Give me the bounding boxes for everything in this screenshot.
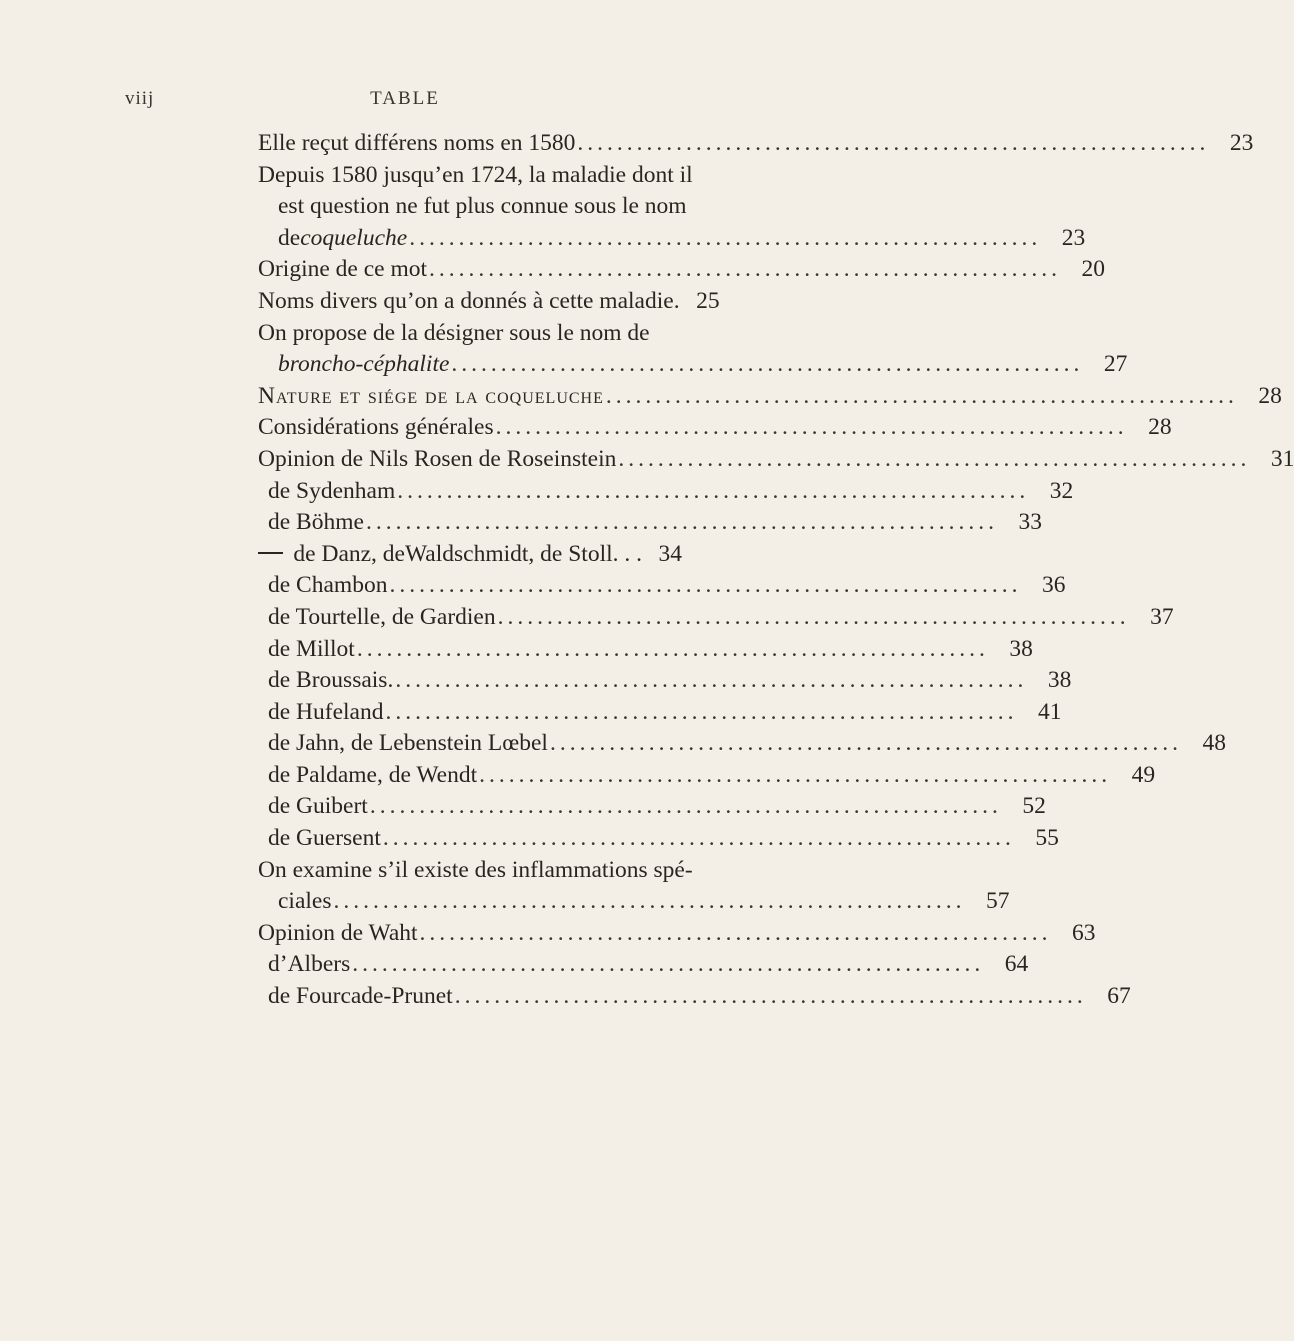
entry-page: 67 bbox=[1107, 983, 1131, 1010]
entry-page: 64 bbox=[1004, 951, 1029, 978]
toc-subentry bbox=[0, 981, 1131, 1013]
entry-text: On examine s’il existe des inflammations spé- bbox=[258, 856, 693, 883]
toc-entry bbox=[0, 254, 1106, 286]
entry-text: Depuis 1580 jusqu’en 1724, la maladie dont il bbox=[258, 161, 693, 188]
dot-leader: ................................................................ bbox=[409, 224, 1042, 251]
dot-leader: ................................................................ bbox=[479, 761, 1112, 788]
dot-leader: ................................................................ bbox=[454, 983, 1087, 1010]
dot-leader: ................................................................ bbox=[389, 572, 1022, 599]
entry-text: de Guibert bbox=[268, 793, 368, 820]
entry-text: de Tourtelle, de Gardien bbox=[268, 603, 496, 630]
toc-entry bbox=[0, 412, 1172, 444]
entry-text: d’Albers bbox=[268, 951, 351, 978]
entry-text: On propose de la désigner sous le nom de bbox=[258, 319, 650, 346]
dot-leader: ................................................................ bbox=[549, 730, 1182, 757]
entry-text: de Chambon bbox=[268, 572, 388, 599]
dot-leader: ................................................................ bbox=[356, 635, 989, 662]
ditto-dash bbox=[258, 552, 283, 554]
toc-entry bbox=[0, 318, 1128, 381]
dot-leader: ................................................................ bbox=[497, 603, 1130, 630]
toc-subentry bbox=[0, 476, 1074, 508]
entry-page: 23 bbox=[1229, 130, 1254, 156]
entry-text: de Fourcade-Prunet bbox=[268, 983, 453, 1010]
entry-page: 57 bbox=[986, 888, 1010, 915]
entry-page: 31 bbox=[1270, 445, 1294, 472]
entry-page: 33 bbox=[1018, 509, 1042, 536]
entry-page: 34 bbox=[658, 540, 682, 567]
dot-leader: ................................................................ bbox=[365, 509, 998, 536]
toc-subentry bbox=[0, 697, 1062, 729]
entry-page: 41 bbox=[1038, 698, 1062, 725]
toc-subentry bbox=[0, 760, 1156, 792]
entry-page: 63 bbox=[1072, 919, 1096, 946]
toc-subentry bbox=[0, 570, 1066, 602]
dot-leader: ................................................................ bbox=[352, 951, 985, 978]
entry-text: de Broussais. bbox=[268, 667, 394, 694]
toc-subentry bbox=[0, 728, 1226, 760]
toc-subentry bbox=[0, 507, 1042, 539]
entry-text: est question ne fut plus connue sous le nom bbox=[278, 193, 687, 220]
dot-leader: ................................................................ bbox=[451, 351, 1084, 378]
dot-leader: ................................................................ bbox=[382, 825, 1015, 852]
dot-leader: ................................................................ bbox=[385, 698, 1018, 725]
entry-text: Opinion de Waht bbox=[258, 919, 418, 946]
toc-entry bbox=[0, 855, 1010, 918]
page-number: viij bbox=[125, 88, 155, 109]
entry-text: de Paldame, de Wendt bbox=[268, 761, 478, 788]
entry-text: de Hufeland bbox=[268, 698, 384, 725]
entry-text: de bbox=[278, 224, 301, 251]
entry-page: 38 bbox=[1009, 635, 1033, 662]
page-title: TABLE bbox=[370, 88, 440, 109]
entry-page: 28 bbox=[1148, 414, 1172, 441]
entry-page: 49 bbox=[1131, 761, 1156, 788]
toc-entry bbox=[0, 286, 800, 318]
entry-text: de Guersent bbox=[268, 825, 381, 852]
entry-text: de Danz, deWaldschmidt, de Stoll. . . bbox=[293, 540, 642, 567]
toc-entry bbox=[0, 918, 1096, 950]
toc-entry bbox=[0, 444, 1294, 476]
entry-page: 38 bbox=[1047, 667, 1072, 694]
dot-leader: ................................................................ bbox=[618, 445, 1251, 472]
toc-subentry bbox=[0, 602, 1174, 634]
dot-leader: ................................................................ bbox=[577, 130, 1210, 156]
entry-page: 52 bbox=[1022, 793, 1046, 820]
table-of-contents bbox=[0, 128, 1294, 1013]
dot-leader: ................................................................ bbox=[369, 793, 1002, 820]
dot-leader: ................................................................ bbox=[605, 382, 1238, 409]
entry-emphasis: coqueluche bbox=[300, 224, 408, 251]
entry-page: 28 bbox=[1258, 382, 1282, 409]
dot-leader: ................................................................ bbox=[419, 919, 1052, 946]
entry-page: 27 bbox=[1103, 351, 1128, 378]
entry-text: Considérations générales bbox=[258, 414, 494, 441]
entry-text: de Sydenham bbox=[268, 477, 396, 504]
entry-text: de Millot bbox=[268, 635, 355, 662]
entry-text: de Böhme bbox=[268, 509, 364, 536]
dot-leader: ................................................................ bbox=[333, 888, 966, 915]
toc-subentry bbox=[0, 539, 800, 571]
toc-entry bbox=[0, 128, 1254, 160]
entry-page: 36 bbox=[1041, 572, 1066, 599]
entry-page: 32 bbox=[1049, 477, 1074, 504]
entry-emphasis: broncho-céphalite bbox=[278, 351, 450, 378]
entry-page: 37 bbox=[1150, 603, 1174, 630]
entry-page: 23 bbox=[1061, 224, 1086, 251]
entry-page: 48 bbox=[1202, 730, 1226, 757]
dot-leader: ................................................................ bbox=[495, 414, 1128, 441]
entry-text: Noms divers qu’on a donnés à cette maladie. bbox=[258, 287, 680, 314]
entry-text: ciales bbox=[278, 888, 332, 915]
toc-subentry bbox=[0, 634, 1033, 666]
entry-text: Elle reçut différens noms en 1580 bbox=[258, 130, 576, 156]
entry-page: 25 bbox=[696, 287, 720, 314]
dot-leader: ................................................................ bbox=[429, 256, 1062, 283]
entry-text: de Jahn, de Lebenstein Lœbel bbox=[268, 730, 548, 757]
toc-subentry bbox=[0, 665, 1072, 697]
entry-page: 55 bbox=[1035, 825, 1059, 852]
entry-page: 20 bbox=[1081, 256, 1106, 283]
dot-leader: ................................................................ bbox=[397, 477, 1030, 504]
toc-subentry bbox=[0, 949, 1029, 981]
toc-subentry bbox=[0, 791, 1046, 823]
toc-entry bbox=[0, 160, 1086, 255]
entry-text: Origine de ce mot bbox=[258, 256, 428, 283]
page-header bbox=[125, 88, 685, 128]
toc-subentry bbox=[0, 823, 1059, 855]
dot-leader: ................................................................ bbox=[395, 667, 1028, 694]
section-heading: Nature et siége de la coqueluche bbox=[258, 382, 604, 409]
toc-entry bbox=[0, 381, 1282, 413]
entry-text: Opinion de Nils Rosen de Roseinstein bbox=[258, 445, 617, 472]
